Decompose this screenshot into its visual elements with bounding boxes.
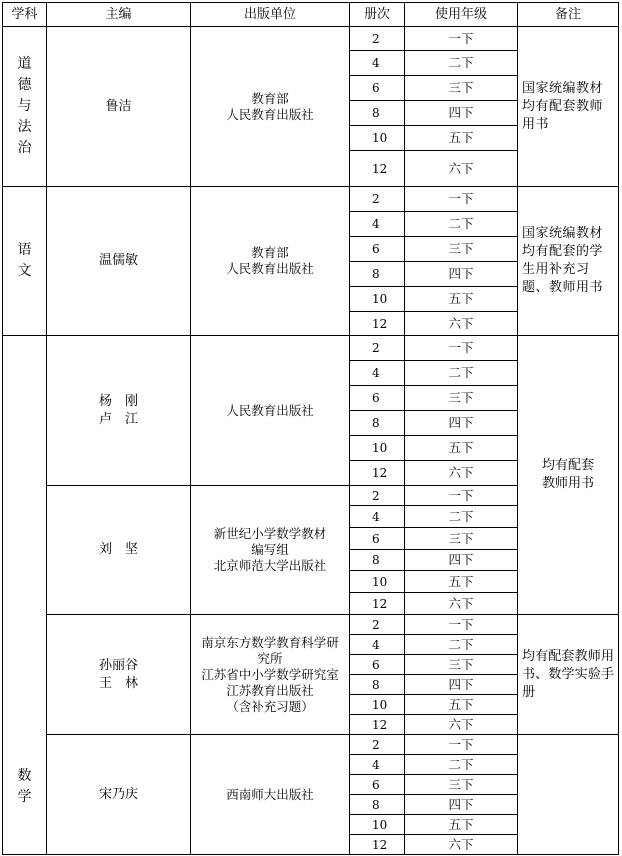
grade-cell [405, 76, 518, 101]
grade-cell [405, 187, 518, 212]
subject-cell [3, 336, 47, 855]
grade-label: 四下 [448, 266, 474, 281]
grade-label: 六下 [448, 716, 474, 732]
note-cell-empty [518, 735, 619, 855]
volume-cell: 12 [350, 461, 405, 486]
grade-cell [405, 528, 518, 550]
grade-cell [405, 795, 518, 815]
publisher-cell: 南京东方数学教育科学研 究所 江苏省中小学数学研究室 江苏教育出版社 （含补充习题） [191, 615, 350, 735]
grade-label: 六下 [448, 595, 474, 611]
grade-label: 四下 [448, 105, 474, 120]
grade-cell [405, 695, 518, 715]
volume-cell: 2 [350, 735, 405, 755]
grade-label: 一下 [448, 616, 474, 632]
grade-label: 四下 [448, 676, 474, 692]
grade-cell [405, 815, 518, 835]
volume-cell: 2 [350, 336, 405, 361]
editor-cell: 鲁洁 [47, 27, 191, 187]
subject-label: 数学 [17, 768, 32, 805]
grade-label: 二下 [448, 216, 474, 231]
volume-cell: 6 [350, 237, 405, 262]
volume-cell: 4 [350, 506, 405, 528]
grade-cell [405, 675, 518, 695]
grade-cell [405, 27, 518, 51]
grade-cell [405, 461, 518, 486]
table-row [3, 187, 619, 212]
volume-cell: 4 [350, 361, 405, 386]
editor-cell: 宋乃庆 [47, 735, 191, 855]
grade-label: 二下 [448, 55, 474, 70]
volume-cell: 12 [350, 312, 405, 336]
grade-label: 四下 [448, 552, 474, 567]
editor-cell: 刘 坚 [47, 486, 191, 615]
grade-label: 四下 [448, 415, 474, 430]
grade-label: 三下 [448, 241, 474, 256]
grade-label: 五下 [448, 816, 474, 832]
grade-cell [405, 655, 518, 675]
note-cell: 均有配套 教师用书 [518, 336, 619, 615]
grade-cell [405, 101, 518, 126]
grade-cell [405, 593, 518, 615]
volume-cell: 2 [350, 27, 405, 51]
grade-label: 二下 [448, 636, 474, 652]
subject-cell [3, 27, 47, 187]
grade-cell [405, 715, 518, 735]
volume-cell: 10 [350, 436, 405, 461]
grade-cell [405, 336, 518, 361]
grade-cell [405, 386, 518, 411]
grade-label: 五下 [448, 291, 474, 306]
editor-cell: 孙丽谷 王 林 [47, 615, 191, 735]
volume-cell: 4 [350, 51, 405, 76]
header-grade: 使用年级 [405, 3, 518, 27]
grade-label: 五下 [448, 696, 474, 712]
header-note: 备注 [518, 3, 619, 27]
grade-cell [405, 262, 518, 287]
volume-cell: 10 [350, 815, 405, 835]
volume-cell: 12 [350, 593, 405, 615]
volume-cell: 6 [350, 655, 405, 675]
grade-label: 一下 [448, 340, 474, 355]
grade-cell [405, 735, 518, 755]
subject-label: 语文 [17, 242, 32, 279]
table-row [3, 615, 619, 635]
grade-label: 五下 [448, 573, 474, 589]
volume-cell: 4 [350, 635, 405, 655]
volume-cell: 4 [350, 755, 405, 775]
table-row [3, 27, 619, 51]
grade-cell [405, 635, 518, 655]
grade-cell [405, 151, 518, 187]
volume-cell: 8 [350, 675, 405, 695]
volume-cell: 8 [350, 411, 405, 436]
editor-cell: 温儒敏 [47, 187, 191, 336]
volume-cell: 2 [350, 615, 405, 635]
grade-label: 三下 [448, 80, 474, 95]
note-cell: 国家统编教材均有配套教师用书 [518, 27, 619, 187]
grade-label: 二下 [448, 365, 474, 380]
grade-cell [405, 126, 518, 151]
textbook-table [2, 2, 619, 855]
header-editor: 主编 [47, 3, 191, 27]
grade-label: 五下 [448, 130, 474, 145]
grade-label: 一下 [448, 30, 474, 46]
publisher-cell: 人民教育出版社 [191, 336, 350, 486]
volume-cell: 6 [350, 386, 405, 411]
grade-label: 六下 [448, 315, 474, 331]
table-row [3, 735, 619, 755]
grade-cell [405, 436, 518, 461]
grade-label: 六下 [448, 836, 474, 852]
volume-cell: 8 [350, 101, 405, 126]
volume-cell: 6 [350, 775, 405, 795]
header-publisher: 出版单位 [191, 3, 350, 27]
grade-cell [405, 615, 518, 635]
header-volume: 册次 [350, 3, 405, 27]
grade-label: 五下 [448, 440, 474, 455]
grade-label: 三下 [448, 390, 474, 405]
publisher-cell: 教育部 人民教育出版社 [191, 187, 350, 336]
grade-cell [405, 212, 518, 237]
volume-cell: 10 [350, 287, 405, 312]
grade-label: 三下 [448, 776, 474, 792]
editor-cell: 杨 刚 卢 江 [47, 336, 191, 486]
grade-label: 四下 [448, 796, 474, 812]
publisher-cell: 教育部 人民教育出版社 [191, 27, 350, 187]
subject-cell [3, 187, 47, 336]
volume-cell: 6 [350, 76, 405, 101]
volume-cell: 10 [350, 695, 405, 715]
grade-label: 一下 [448, 736, 474, 752]
grade-label: 三下 [448, 530, 474, 546]
grade-cell [405, 755, 518, 775]
grade-cell [405, 411, 518, 436]
grade-label: 六下 [448, 160, 474, 176]
grade-label: 六下 [448, 465, 474, 480]
volume-cell: 2 [350, 187, 405, 212]
grade-label: 一下 [448, 487, 474, 503]
volume-cell: 10 [350, 126, 405, 151]
grade-cell [405, 571, 518, 593]
volume-cell: 6 [350, 528, 405, 550]
subject-label: 道德与法治 [17, 56, 32, 156]
grade-cell [405, 506, 518, 528]
grade-label: 三下 [448, 656, 474, 672]
table-row [3, 336, 619, 361]
volume-cell: 8 [350, 262, 405, 287]
grade-cell [405, 550, 518, 571]
grade-cell [405, 361, 518, 386]
header-row [3, 3, 619, 27]
header-subject: 学科 [3, 3, 47, 27]
grade-cell [405, 51, 518, 76]
grade-cell [405, 237, 518, 262]
publisher-cell: 西南师大出版社 [191, 735, 350, 855]
grade-cell [405, 287, 518, 312]
volume-cell: 4 [350, 212, 405, 237]
grade-cell [405, 312, 518, 336]
publisher-cell: 新世纪小学数学教材 编写组 北京师范大学出版社 [191, 486, 350, 615]
volume-cell: 8 [350, 795, 405, 815]
volume-cell: 12 [350, 835, 405, 855]
volume-cell: 12 [350, 715, 405, 735]
grade-label: 一下 [448, 191, 474, 206]
note-cell: 均有配套教师用书、数学实验手册 [518, 615, 619, 735]
grade-cell [405, 486, 518, 506]
volume-cell: 8 [350, 550, 405, 571]
volume-cell: 10 [350, 571, 405, 593]
grade-label: 二下 [448, 508, 474, 524]
grade-cell [405, 775, 518, 795]
volume-cell: 2 [350, 486, 405, 506]
volume-cell: 12 [350, 151, 405, 187]
grade-label: 二下 [448, 756, 474, 772]
grade-cell [405, 835, 518, 855]
note-cell: 国家统编教材均有配套的学生用补充习题、教师用书 [518, 187, 619, 336]
